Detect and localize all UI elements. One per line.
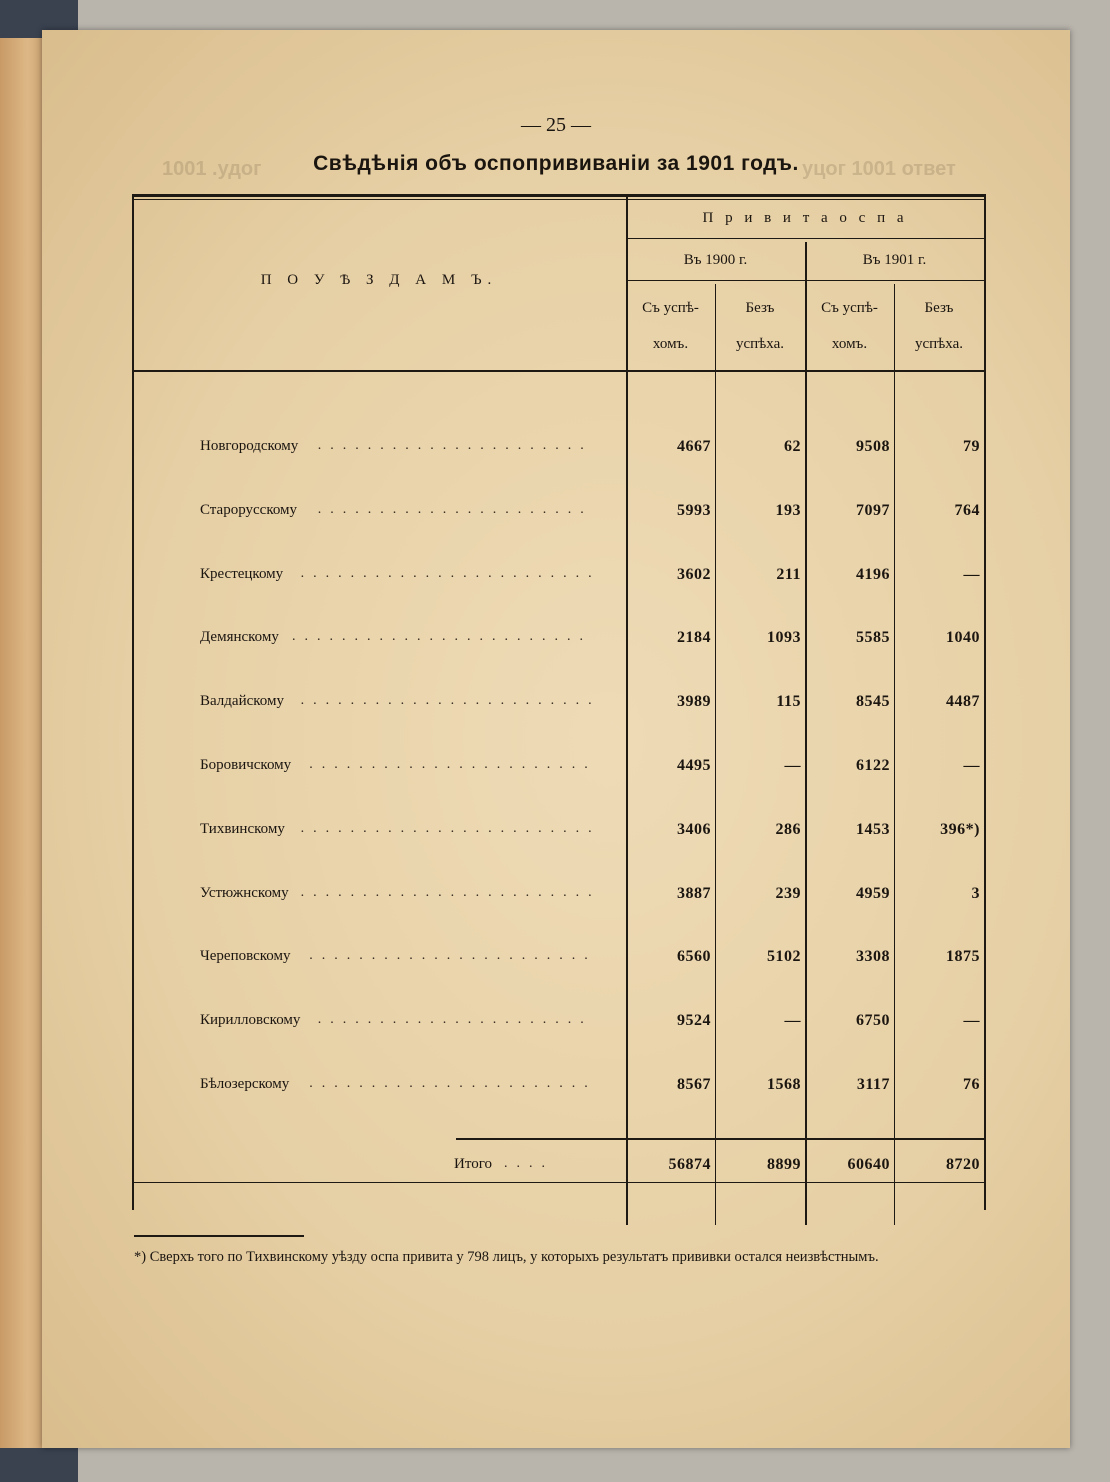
table-cell: 76 (963, 1076, 980, 1093)
district-name: Бѣлозерскому (200, 1076, 290, 1092)
page-title: Свѣдѣнія объ оспопрививаніи за 1901 годъ. (313, 152, 799, 175)
table-cell: — (963, 1012, 980, 1030)
leader-dots: .... (504, 1156, 554, 1171)
total-cell: 60640 (847, 1156, 890, 1173)
table-cell: 8545 (856, 693, 890, 711)
leader-dots: ...................... (317, 501, 593, 517)
total-cell: 8720 (946, 1156, 980, 1173)
table-cell: 4667 (677, 438, 711, 455)
table-cell: 764 (954, 501, 980, 519)
table-bottom-rule (132, 1182, 984, 1183)
table-cell: — (784, 757, 801, 774)
year-1900-header: Въ 1900 г. (683, 252, 748, 268)
document-page (42, 30, 1070, 1448)
footnote: *) Сверхъ того по Тихвинскому уѣзду оспа привита у 798 лицъ, у которыхъ результатъ прививки остался неизвѣстнымъ. (134, 1249, 879, 1265)
table-cell: 62 (784, 438, 801, 455)
table-cell: 8567 (677, 1076, 711, 1093)
table-cell: 3887 (677, 884, 711, 902)
table-cell: 7097 (856, 501, 890, 519)
table-cell: 1453 (856, 820, 890, 838)
district-header: П О У Ѣ З Д А М Ъ. (260, 272, 498, 288)
table-cell: 5993 (677, 501, 711, 519)
page-number: — 25 — (521, 114, 591, 136)
table-cell: 9508 (856, 438, 890, 455)
table-cell: 4959 (856, 884, 890, 902)
table-cell: 286 (775, 820, 801, 838)
table-cell: 115 (776, 693, 801, 711)
bleed-through-text: уцог 1001 ответ (802, 158, 956, 180)
header-rule (626, 238, 984, 239)
district-name: Демянскому (200, 629, 279, 646)
table-left-border (132, 194, 134, 1210)
district-name: Крестецкому (200, 565, 284, 582)
table-top-rule (132, 194, 984, 197)
leader-dots: ....................... (309, 948, 597, 964)
table-cell: 6560 (677, 948, 711, 966)
column-header: Съ успѣ- (642, 300, 699, 316)
leader-dots: ....................... (309, 1076, 597, 1091)
leader-dots: ....................... (309, 757, 597, 772)
table-cell: 3406 (677, 820, 711, 838)
leader-dots: ...................... (317, 1012, 593, 1028)
group-header: П р и в и т а о с п а (702, 210, 908, 226)
column-header: Безъ (745, 300, 775, 316)
column-header: хомъ. (652, 336, 689, 352)
table-cell: 193 (775, 501, 801, 519)
leader-dots: ........................ (300, 884, 601, 900)
district-name: Боровичскому (200, 757, 292, 773)
table-cell: 5102 (767, 948, 801, 966)
leader-dots: ........................ (300, 820, 601, 836)
table-cell: 1093 (767, 629, 801, 647)
district-name: Череповскому (200, 948, 291, 965)
table-cell: 6750 (856, 1012, 890, 1030)
header-rule (626, 280, 984, 281)
table-cell: 5585 (856, 629, 890, 647)
table-cell: 2184 (677, 629, 711, 647)
total-cell: 56874 (668, 1156, 711, 1173)
table-cell: — (963, 757, 980, 774)
table-cell: 9524 (677, 1012, 711, 1030)
district-name: Кирилловскому (200, 1012, 301, 1029)
table-cell: — (963, 565, 980, 583)
table-cell: 79 (963, 438, 980, 455)
district-name: Устюжнскому (200, 884, 289, 901)
table-cell: 4487 (946, 693, 980, 711)
table-cell: — (784, 1012, 801, 1030)
column-header: Безъ (924, 300, 954, 316)
bleed-through-text: 1001 .удог (162, 158, 262, 180)
table-top-rule-thin (132, 199, 984, 200)
column-header: успѣха. (735, 336, 785, 352)
table-cell: 3117 (856, 1076, 890, 1093)
total-cell: 8899 (767, 1156, 801, 1173)
leader-dots: ........................ (292, 629, 592, 645)
table-cell: 1875 (946, 948, 980, 966)
total-rule (456, 1138, 984, 1140)
column-header: Съ успѣ- (821, 300, 878, 316)
footnote-rule (134, 1235, 304, 1237)
column-header: успѣха. (914, 336, 964, 352)
table-cell: 396*) (940, 820, 980, 838)
leader-dots: ........................ (300, 565, 601, 581)
table-cell: 211 (776, 565, 801, 583)
table-cell: 3989 (677, 693, 711, 711)
district-name: Старорусскому (200, 501, 298, 518)
header-bottom-rule (132, 370, 984, 372)
leader-dots: ........................ (300, 693, 601, 709)
district-name: Тихвинскому (200, 820, 285, 837)
year-1901-header: Въ 1901 г. (862, 252, 927, 268)
table-cell: 3 (971, 884, 980, 902)
table-right-border (984, 194, 986, 1210)
table-cell: 3602 (677, 565, 711, 583)
table-cell: 1040 (946, 629, 980, 647)
district-name: Новгородскому (200, 438, 299, 454)
table-cell: 4196 (856, 565, 890, 583)
table-cell: 6122 (856, 757, 890, 774)
district-name: Валдайскому (200, 693, 284, 710)
table-cell: 239 (775, 884, 801, 902)
table-cell: 4495 (677, 757, 711, 774)
column-header: хомъ. (831, 336, 868, 352)
total-label: Итого (454, 1156, 492, 1172)
leader-dots: ...................... (317, 438, 593, 453)
facing-page-edge (0, 38, 48, 1448)
table-cell: 3308 (856, 948, 890, 966)
table-cell: 1568 (767, 1076, 801, 1093)
